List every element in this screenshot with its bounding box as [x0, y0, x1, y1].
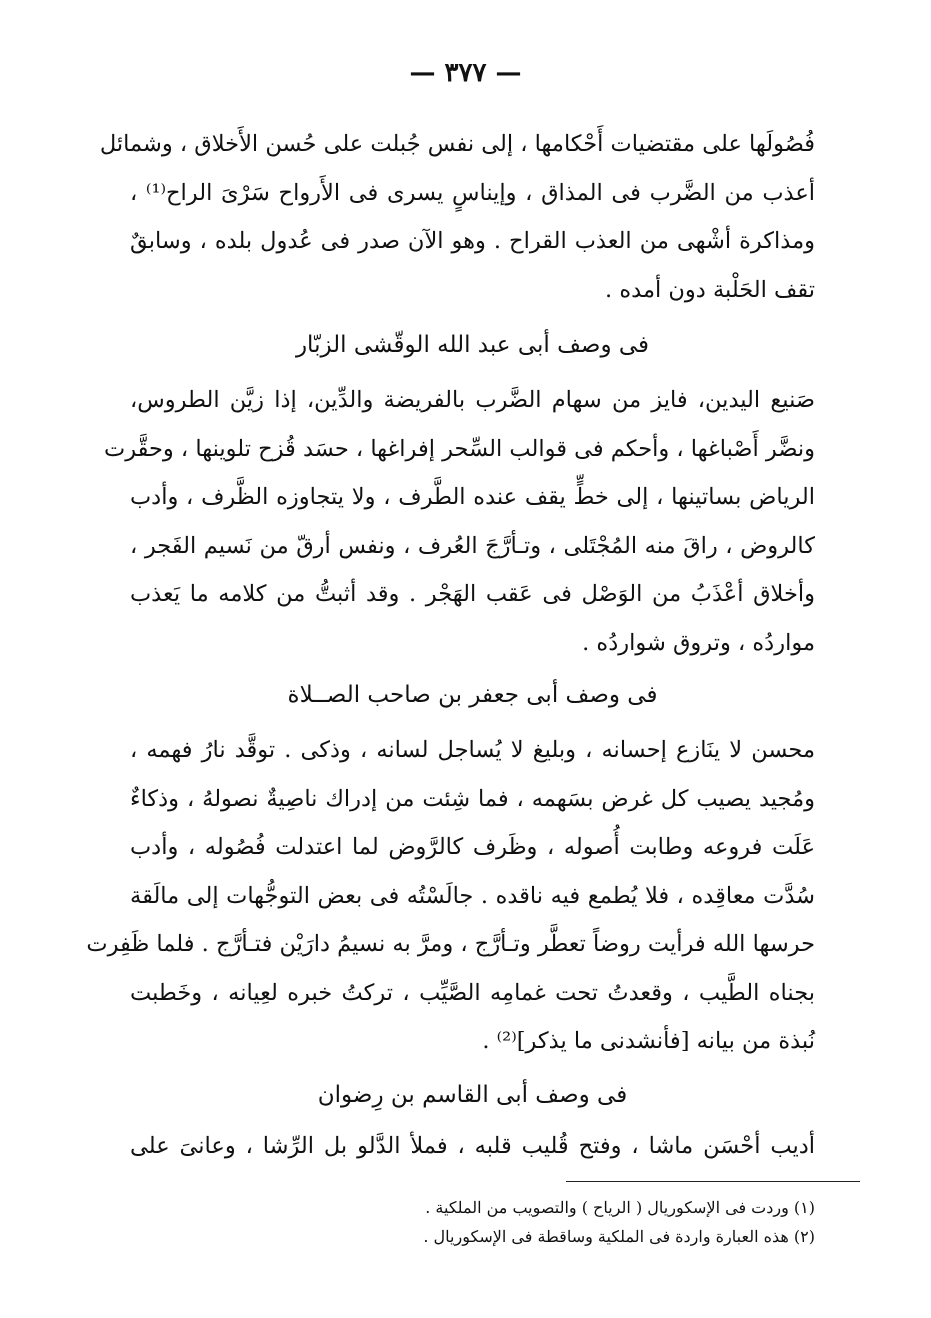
paragraph-1-line-2: أعذب من الضَّرب فى المذاق ، وإيناسٍ يسرى فى الأَرواح سَرْىَ الراح⁽¹⁾ ، — [130, 179, 815, 206]
paragraph-1-line-3: ومذاكرة أشْهى من العذب القراح . وهو الآن صدر فى عُدول بلده ، وسابقٌ — [130, 228, 815, 254]
paragraph-2-line-2: ونضَّر أَصْباغها ، وأحكم فى قوالب السِّحر إفراغها ، حسَد قُزح تلوينها ، وحقَّرت — [104, 435, 815, 462]
paragraph-3-line-1: محسن لا ينَازع إحسانه ، وبليغ لا يُساجل لسانه ، وذكى . توقَّد نارُ فهمه ، — [130, 737, 815, 763]
paragraph-2-line-1: صَنيع اليدين، فايز من سهام الضَّرب بالفريضة والدِّين، إذا زيَّن الطروس، — [130, 387, 815, 413]
footnote-1: (١) وردت فى الإسكوريال ( الرياح ) والتصويب من الملكية . — [425, 1198, 815, 1217]
page-number: — ٣٧٧ — — [409, 58, 522, 88]
footnotes — [300, 1193, 815, 1251]
paragraph-2-line-3: الرياض بساتينها ، إلى خطٍّ يقف عنده الطَّرف ، ولا يتجاوزه الظَّرف ، وأدب — [130, 484, 815, 510]
paragraph-2 — [104, 376, 815, 667]
paragraph-3-line-2: ومُجيد يصيب كل غرض بسَهمه ، فما شِئت من إدراك ناصِيةٌ نصولهُ ، وذكاءٌ — [130, 785, 815, 812]
paragraph-4 — [130, 1122, 815, 1171]
paragraph-1 — [99, 120, 815, 314]
paragraph-2-line-6: مواردُه ، وتروق شواردُه . — [582, 629, 815, 656]
footnote-2: (٢) هذه العبارة واردة فى الملكية وساقطة فى الإسكوريال . — [423, 1227, 815, 1246]
section-heading-ibn-ridwan: فى وصف أبى القاسم بن رِضوان — [317, 1082, 628, 1108]
paragraph-1-line-4: تقف الحَلْبة دون أمده . — [605, 276, 815, 303]
paragraph-3-line-3: عَلَت فروعه وطابت أُصوله ، وظَرف كالرَّوض لما اعتدلت فُصُوله ، وأدب — [130, 834, 815, 860]
paragraph-3 — [86, 726, 815, 1066]
paragraph-2-line-5: وأخلاق أعْذَبُ من الوَصْل فى عَقب الهَجْر . وقد أثبتُّ من كلامه ما يَعذب — [130, 581, 815, 607]
paragraph-1-line-1: فُصُولَها على مقتضيات أَحْكامها ، إلى نفس جُبلت على حُسن الأَخلاق ، وشمائل — [99, 131, 815, 157]
section-heading-ibn-sahib-al-salat: فى وصف أبى جعفر بن صاحب الصــلاة — [287, 682, 658, 708]
paragraph-3-line-5: حرسها الله فرأيت روضاً تعطَّر وتـأرَّج ، ومرَّ به نسيمُ دارَيْن فتـأرَّج . فلما ظَفِرت — [86, 931, 815, 957]
paragraph-4-line-1: أديب أحْسَن ماشا ، وفتح قُليب قلبه ، فملأ الدَّلو بل الرِّشا ، وعانىَ على — [130, 1133, 815, 1159]
paragraph-2-line-4: كالروض ، راقَ منه المُجْتَلى ، وتـأرَّجَ العُرف ، ونفس أرقّ من نَسيم الفَجر ، — [130, 532, 815, 559]
paragraph-3-line-7: نُبذة من بيانه [فأنشدنى ما يذكر]⁽²⁾ . — [482, 1028, 815, 1054]
section-heading-waqqashi: فى وصف أبى عبد الله الوقّشى الزبّار — [295, 332, 650, 358]
paragraph-3-line-6: بجناه الطَّيب ، وقعدتُ تحت غمامِه الصَّيِّب ، تركتُ خبره لعِيانه ، وخَطبت — [130, 979, 815, 1006]
paragraph-3-line-4: سُدَّت معاقِده ، فلا يُطمع فيه ناقده . جالَسْتُه فى بعض التوجُّهات إلى مالَقة — [130, 882, 815, 909]
footnote-separator — [566, 1181, 860, 1182]
